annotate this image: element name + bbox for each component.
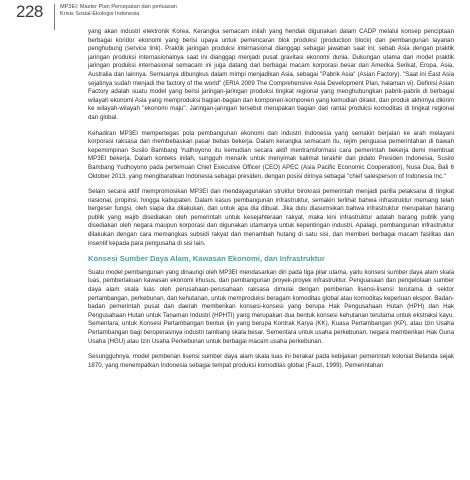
paragraph: Kehadiran MP3EI mempertegas pola pembangunan ekonomi dan industri Indonesia yang semakin berjalan ke arah melayani korporasi raksasa dan membebaskan pasar bebas bekerja. Dalam kerangka semacam itu, rejim penguasa pemerintahan di bawah kepemimpinan Susilo Bambang Yudhoyono itu kemudian secara aktif mentransformasi cara pemerintah bekerja demi membuat MP3EI bekerja. Dalam konteks inilah, sungguh menarik untuk menyimak kalimat terakhir dari pidato Presiden Indonesia, Susilo Bambang Yudhoyono pada pertemuan Chief Executive Officer (CEO) APEC (Asia Pacific Economic Cooperation), Nusa Dua, Bali 6 Oktober 2013, yang mengibaratkan Indonesia sebagai presiden, dengan posisi dirinya sebagai "chief salesperson of Indonesia Inc."	[88, 129, 454, 180]
paragraph: Sesungguhnya, model pemberian lisensi sumber daya alam skala luas ini berakar pada kebijakan pemerintah kolonial Belanda sejak 1870, yang menempatkan Indonesia sebagai tempat produksi komoditas global (Fauzi, 1999). Pemerintahan	[88, 353, 454, 369]
paragraph: Selain secara aktif mempromosikan MP3EI dan mendayagunakan struktur birokrasi pemerintah menjadi parilla pelaksana di tingkat nasional, propinsi, hingga kabupaten. Dalam kasus pembangunan infrastruktur, semakin terlihat bahwa infrastruktur memang telah bergeser fungsi, oleh siapa dia dilakukan, dan untuk apa dia dibuat. Jika dulu diasumsikan bahwa infrastruktur merupakan barang publik yang wajib disediakan oleh pemerintah untuk kesejahteraan rakyat, maka kini infrastruktur adalah barang publik yang disediakan oleh negara maupun korporasi dan digunakan utamanya untuk kepentingan industri. Apalagi, pembangunan infrastruktur dilakukan dengan cara memangkas subsidi rakyat dan menambah hutang di satu sisi, dan memberi berbagai macam fasilitas dan insentif kepada para pengusaha di sisi lain.	[88, 188, 454, 247]
running-header	[60, 4, 177, 18]
header-divider	[54, 4, 55, 30]
section-heading: Konsesi Sumber Daya Alam, Kawasan Ekonomi, dan Infrastruktur	[88, 254, 325, 264]
running-header-line1: MP3EI: Master Plan Percepatan dan perluasan	[60, 4, 177, 10]
paragraph: Suatu model pembangunan yang dinaungi oleh MP3EI mendasarkan diri pada tiga pilar utama, yaitu konsesi sumber daya alam skala luas, pemberlakuan kawasan ekonomi khusus, dan pembangunan proyek-proyek infrastruktur. Penguasaan dan pengelolaan sumber daya alam skala luas oleh perusahaan-perusahaan raksasa dimulai dengan pemberian lisensi-lisensi terutama di sektor pertambangan, perkebunan, dan kehutanan, untuk memproduksi beragam komoditas global atau komoditas keperluan ekspor. Badan-badan pemerintah pusat dan daerah memberikan konsesi-konsesi yang berupa Hak Pengusahaan Hutan (HPH) dan Hak Pengusahaan Hutan untuk Tanaman Industri (HPHTI) yang merupakan dua bentuk konsesi kehutanan terutama untuk ekstraksi kayu. Sementara, untuk Konsesi Pertambangan bentuk ijin yang berupa Kontrak Karya (KK), Kuasa Pertambangan (KP), atau Izin Usaha Pertambangan bagi beroperasinya industri tambang skala besar. Sementara untuk usaha perkebunan, negara memberikan Hak Guna Usaha (HGU) atau Izin Usaha Perkebunan untuk berbagai macam usaha perkebunan.	[88, 268, 454, 345]
page-body	[88, 28, 454, 377]
running-header-line2: Krisis Sosial-Ekologis Indonesia	[60, 11, 140, 17]
page-number: 228	[16, 2, 43, 21]
paragraph: yang akan industri elektronik Korea. Kerangka semacam inilah yang hendak digunakan dalam CADP melalui konsep penciptaan berbagai koridor ekonomi yang berisi upaya untuk pemencaran blok produksi (production block) dan pembangunan layanan penghubung (service link). Praktik jaringan produksi internasional dianggap sebagai jawaban saat ini; sebab Asia dengan praktik jaringan produksi internasionalnya saat ini dianggap menjadi pusat gravitasi ekonomi dunia. Dukungan utama dari model praktik jaringan produksi internasional semacam ini juga datang dari berbagai macam korporasi besar dari Amerika Serikat, Eropa, Asia, Australia dan lainnya. Semuanya dibungkus dalam mimpi menjadikan Asia, sebagai "Pabrik Asia" (Asian Factory). "Saat ini East Asia sejatinya sudah menjadi the factory of the world" (ERIA 2009 The Comprehensive Asia Development Plan, halaman vi). Definisi Asian Factory adalah suatu model yang berisi jaringan-jaringan produksi tingkat regional yang menghubungkan pabrik-pabrik di berbagai wilayah ekonomi Asia yang memproduksi bagian-bagian dan komponen-komponen yang kemudian dirakit, dan produk akhirnya dikirim ke wilayah-wilayah "ekonomi maju". Jaringan-jaringan tersebut merupakan bagian dari rantai produksi komoditas di tingkat regional dan global.	[88, 28, 454, 121]
